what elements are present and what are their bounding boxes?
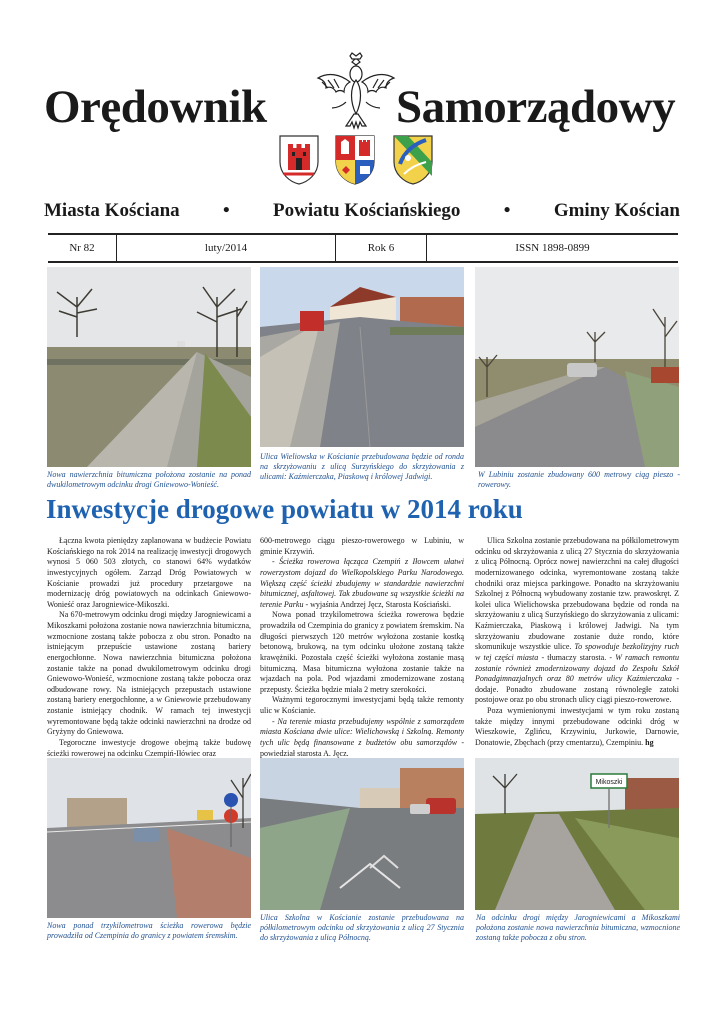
author-signature: hg bbox=[645, 737, 654, 747]
article-column-1 bbox=[47, 536, 251, 759]
article-paragraph: Tegoroczne inwestycje drogowe obejmą także budowę ścieżki rowerowej na odcinku Czempiń-Iłówiec oraz bbox=[47, 737, 251, 758]
paragraph-text: Ulica Szkolna zostanie przebudowana na półkilometrowym odcinku od skrzyżowania z ulicą 27 Stycznia do skrzyżowania z ulicą Północną. Oprócz nowej nawierzchni na całej długości modernizowanego odcinka, wyremontowane zostaną także chodniki oraz miejsca parkingowe. Ponadto na skrzyżowaniu Szkolnej z Północną wybudowany zostanie tzw. prawoskręt. Z kolei ulica Wielichowska przebudowana będzie od ronda na skrzyżowaniu z ulicą Surzyńskiego do skrzyżowania z ulicami: Kaźmierczaka, Piaskową i królowej Jadwigi. Na tym skrzyżowaniu zbudowane zostanie duże rondo, które skomunikuje wszystkie ulice. bbox=[475, 536, 679, 652]
masthead-title-right: Samorządowy bbox=[396, 81, 676, 133]
photo-road-gniewowo bbox=[47, 267, 251, 467]
article-paragraph bbox=[475, 536, 679, 706]
issue-date: luty/2014 bbox=[117, 235, 336, 261]
quote-attribution: - tłumaczy starosta. bbox=[538, 652, 607, 662]
photo-road-mikoszki bbox=[475, 758, 679, 910]
issue-info-bar bbox=[48, 233, 678, 263]
photo-caption-4: Nowa ponad trzykilometrowa ścieżka rowerowa będzie prowadziła od Czempinia do granicy z powiatem śremskim. bbox=[47, 921, 251, 940]
paragraph-text: Poza wymienionymi inwestycjami w tym roku zostaną także między innymi przebudowane odcinki dróg w Wieszkowie, Zglińcu, Krzywiniu, Jurkowie, Darnowie, Donatowie, Zbęchach (przy cmentarzu), Czempiniu. bbox=[475, 706, 679, 747]
paragraph-text: - dodaje. Ponadto zbudowane zostaną równoległe zatoki postojowe oraz po obu stronach ulicy ciągi pieszo-rowerowe. bbox=[475, 674, 679, 705]
article-paragraph: Ważnymi tegorocznymi inwestycjami będą także remonty ulic w Kościanie. bbox=[260, 695, 464, 715]
subtitle-bullet: • bbox=[503, 200, 511, 221]
article-column-2 bbox=[260, 536, 464, 759]
masthead-subtitle bbox=[44, 200, 680, 222]
subtitle-commune: Gminy Kościan bbox=[553, 200, 680, 221]
article-quote-paragraph bbox=[260, 557, 464, 610]
road-sign-text: Mikoszki bbox=[595, 779, 623, 786]
eagle-emblem-icon bbox=[314, 52, 398, 136]
subtitle-city: Miasta Kościana bbox=[44, 200, 180, 221]
issue-issn: ISSN 1898-0899 bbox=[515, 242, 590, 254]
gmina-koscian-crest-icon bbox=[392, 134, 434, 186]
koscian-city-crest-icon bbox=[278, 134, 320, 186]
photo-bike-path-czempin bbox=[47, 758, 251, 918]
photo-caption-3: W Lubiniu zostanie zbudowany 600 metrowy ciąg pieszo - rowerowy. bbox=[478, 470, 680, 489]
photo-street-szkolna bbox=[260, 758, 464, 910]
photo-caption-5: Ulica Szkolna w Kościanie zostanie przebudowana na półkilometrowym odcinku od skrzyżowania z ulicą 27 Stycznia do skrzyżowania z ulicą Północną. bbox=[260, 913, 464, 942]
powiat-crest-icon bbox=[334, 134, 376, 186]
quote-attribution: - wyjaśnia Andrzej Jęcz, Starosta Kościański. bbox=[303, 599, 451, 609]
article-paragraph: Na 670-metrowym odcinku drogi między Jarogniewicami a Mikoszkami położona zostanie nowa nawierzchnia bitumiczna, wzmocnione zostaną także pobocza z obu stron. Ponadto na istniejącym przepuście ustawione zostaną bariery energochłonne. Nowa nawierzchnia bitumiczna położona zostanie także na ponad dwukilometrowym odcinku drogi Gniewowo-Wonieść, wzmocnione zostaną także pobocza oraz odbudowane rowy. Na istniejących przepustach ustawione zostaną bariery energochłonne, a w Gniewowie przebudowany zostanie istniejący chodnik. W ramach tej inwestycji wyremontowane będą także odcinki nawierzchni na drodze od Gryżyny do Gniewowa. bbox=[47, 610, 251, 737]
article-paragraph: 600-metrowego ciągu pieszo-rowerowego w Lubiniu, w gminie Krzywiń. bbox=[260, 536, 464, 556]
article-headline: Inwestycje drogowe powiatu w 2014 roku bbox=[46, 494, 523, 524]
subtitle-bullet: • bbox=[223, 200, 230, 221]
masthead-title-left: Orędownik bbox=[44, 81, 267, 133]
quote-text: - Na terenie miasta przebudujemy wspólnie z samorządem miasta Kościana dwie ulice: Wielichowską i Szkolną. Remonty tych ulic będą finansowane z budżetów obu samorządów bbox=[260, 716, 464, 747]
quote-attribution: - powiedział starosta A. Jęcz. bbox=[260, 737, 464, 758]
article-paragraph bbox=[475, 706, 679, 749]
issue-number: Nr 82 bbox=[48, 235, 117, 261]
quote-text: - W ramach remontu zostanie również zmodernizowany dojazd do Zespołu Szkół Ponadgimnazjalnych oraz 80 metrów ulicy Kaźmierczaka bbox=[475, 652, 680, 684]
article-quote-paragraph bbox=[260, 717, 464, 760]
photo-street-wielichowska bbox=[260, 267, 464, 447]
photo-caption-6: Na odcinku drogi między Jarogniewicami a Mikoszkami położona zostanie nowa nawierzchnia bitumiczna, wzmocnione zostaną także pobocza z obu stron. bbox=[476, 913, 680, 942]
photo-road-lubin bbox=[475, 267, 679, 467]
photo-caption-2: Ulica Wieliowska w Kościanie przebudowana będzie od ronda na skrzyżowaniu z ulicą Surzyńskiego do skrzyżowania z ulicami: Kaźmierczaka, Piaskową i królowej Jadwigi. bbox=[260, 452, 464, 481]
subtitle-county: Powiatu Kościańskiego bbox=[273, 200, 461, 221]
photo-caption-1: Nowa nawierzchnia bitumiczna położona zostanie na ponad dwukilometrowym odcinku drogi Gniewowo-Wonieść. bbox=[47, 470, 251, 489]
article-column-3 bbox=[475, 536, 679, 749]
issue-year: Rok 6 bbox=[336, 235, 427, 261]
article-paragraph: Łączna kwota pieniędzy zaplanowana w budżecie Powiatu Kościańskiego na rok 2014 na realizację inwestycji drogowych wynosi 5 060 503 złotych, co stanowi 64% wydatków inwestycyjnych ogółem. Zarząd Dróg Powiatowych w Kościanie prowadzi już procedury przetargowe na modernizację dróg powiatowych na odcinkach Gniewowo-Wonieść oraz Jarogniewice-Mikoszki. bbox=[47, 536, 251, 609]
quote-text: - Ścieżka rowerowa łącząca Czempiń z Iłowcem ułatwi rowerzystom dojazd do Wielkopolskiego Parku Narodowego. Większą część ścieżki zbudujemy w standardzie nawierzchni bitumicznej, asfaltowej. Tak zbudowane są wszystkie ścieżki na terenie Parku bbox=[260, 557, 464, 609]
quote-text: To spowoduje bezkolizyjny ruch w tej części miasta bbox=[475, 642, 679, 662]
article-paragraph: Nowa ponad trzykilometrowa ścieżka rowerowa będzie prowadziła od Czempinia do granicy z powiatem śremskim. Na długości pierwszych 120 metrów wyłożona zostanie kostką betonową, brukową, na tym odcinku ułożone zostaną także krawężniki. Pozostała część ścieżki wyłożona zostanie masą bitumiczną. Masa bitumiczna wyłożona zostanie także na wjazdach na pola. Pod wjazdami zmodernizowane zostaną przepusty. Ścieżka będzie miała 2 metry szerokości. bbox=[260, 610, 464, 694]
